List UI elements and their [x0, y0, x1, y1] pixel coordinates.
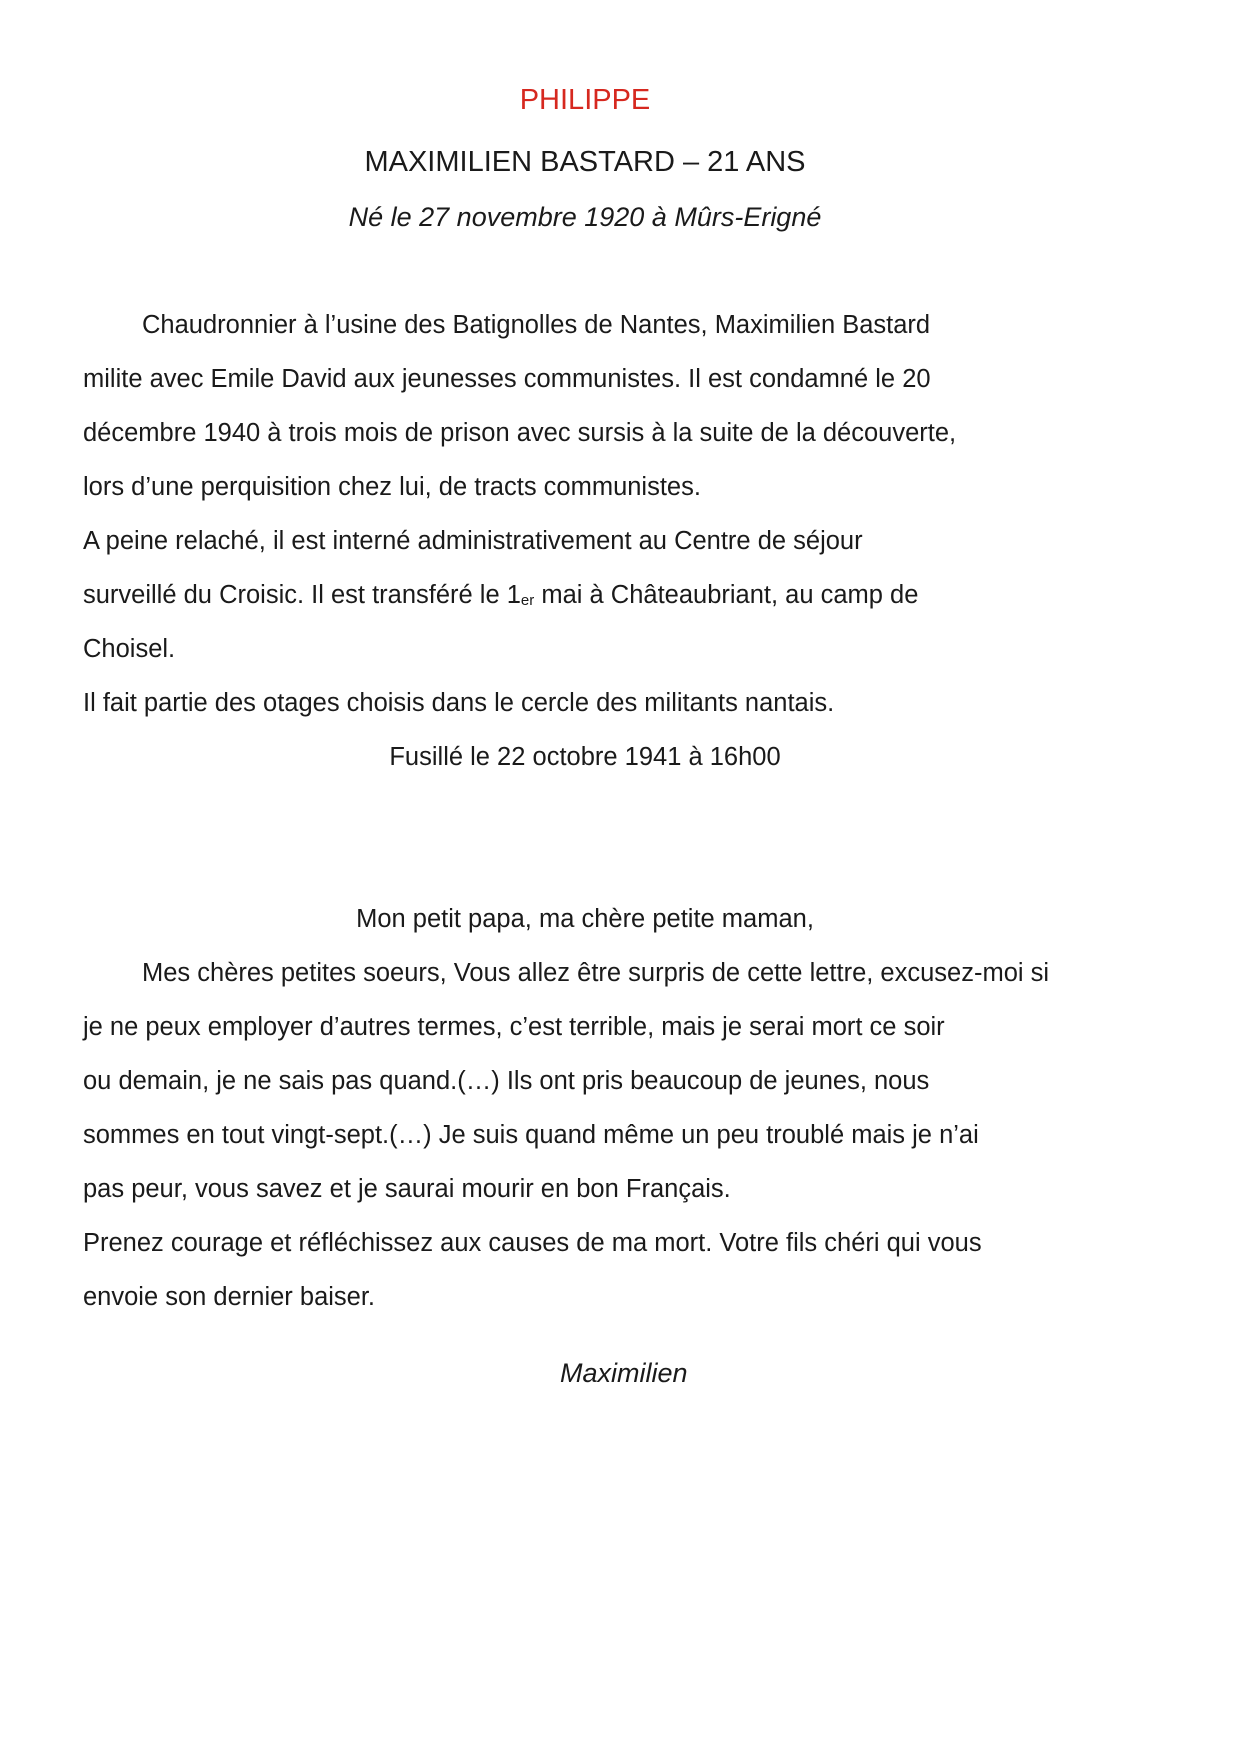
bio-line: lors d’une perquisition chez lui, de tracts communistes.	[83, 473, 701, 501]
bio-transfer-after: mai à Châteaubriant, au camp de	[534, 581, 919, 609]
execution-line: Fusillé le 22 octobre 1941 à 16h00	[389, 743, 781, 771]
letter-line: envoie son dernier baiser.	[83, 1283, 376, 1311]
letter-line: je ne peux employer d’autres termes, c’est terrible, mais je serai mort ce soir	[83, 1013, 945, 1041]
bio-line: A peine relaché, il est interné administrativement au Centre de séjour	[83, 527, 863, 555]
bio-line: Choisel.	[83, 635, 176, 663]
bio-line-transfer	[83, 580, 918, 614]
letter-line: Mes chères petites soeurs, Vous allez être surpris de cette lettre, excusez-moi si	[142, 959, 1050, 987]
bio-line: Il fait partie des otages choisis dans le cercle des militants nantais.	[83, 689, 835, 717]
ordinal-suffix: er	[520, 592, 535, 609]
birth-line: Né le 27 novembre 1920 à Mûrs-Erigné	[348, 202, 822, 232]
bio-line: Chaudronnier à l’usine des Batignolles de Nantes, Maximilien Bastard	[142, 311, 931, 339]
bio-transfer-before: surveillé du Croisic. Il est transféré le 1	[83, 581, 521, 609]
letter-signature: Maximilien	[560, 1358, 688, 1388]
letter-line: sommes en tout vingt-sept.(…) Je suis quand même un peu troublé mais je n’ai	[83, 1121, 979, 1149]
document-title: PHILIPPE	[519, 84, 651, 116]
letter-line: ou demain, je ne sais pas quand.(…) Ils ont pris beaucoup de jeunes, nous	[83, 1067, 930, 1095]
person-name-heading: MAXIMILIEN BASTARD – 21 ANS	[364, 146, 806, 178]
letter-line: pas peur, vous savez et je saurai mourir en bon Français.	[83, 1175, 731, 1203]
bio-line: décembre 1940 à trois mois de prison avec sursis à la suite de la découverte,	[83, 419, 957, 447]
letter-salutation: Mon petit papa, ma chère petite maman,	[356, 905, 814, 933]
letter-line: Prenez courage et réfléchissez aux causes de ma mort. Votre fils chéri qui vous	[83, 1229, 982, 1257]
bio-line: milite avec Emile David aux jeunesses communistes. Il est condamné le 20	[83, 365, 931, 393]
